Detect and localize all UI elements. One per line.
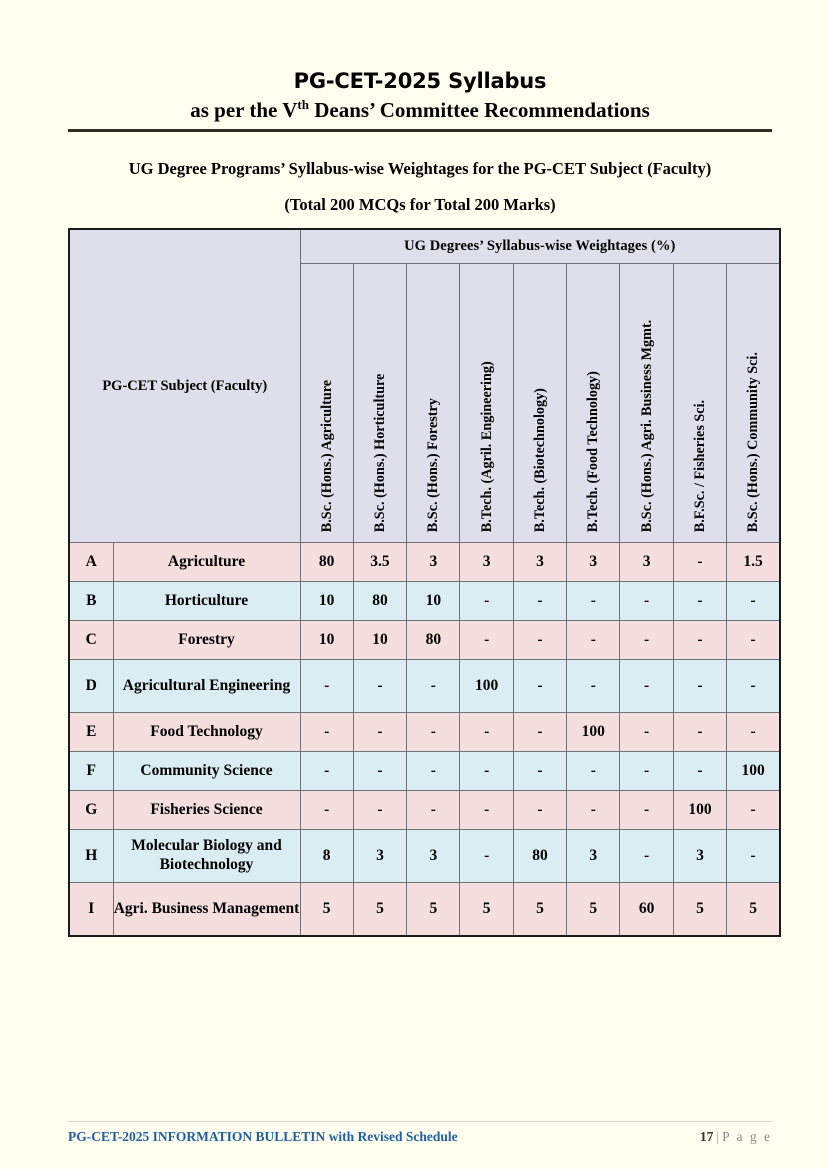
- subtitle-pre: as per the V: [190, 98, 298, 123]
- weightage-cell: -: [727, 621, 780, 660]
- row-letter: H: [69, 830, 113, 883]
- table-row: [69, 752, 780, 791]
- row-subject-name: Community Science: [113, 752, 300, 791]
- table-head-row-group: [69, 229, 780, 264]
- weightage-cell: -: [513, 791, 566, 830]
- weightage-cell: -: [353, 660, 406, 713]
- weightage-cell: -: [673, 543, 726, 582]
- weightage-cell: 3: [460, 543, 513, 582]
- footer-divider: [68, 1121, 772, 1122]
- weightage-cell: -: [727, 660, 780, 713]
- weightage-cell: 10: [300, 621, 353, 660]
- footer-bulletin-label: PG-CET-2025 INFORMATION BULLETIN with Revised Schedule: [68, 1129, 458, 1144]
- column-header-degree-4: [460, 264, 513, 543]
- weightage-cell: 3: [620, 543, 673, 582]
- weightage-cell: -: [300, 791, 353, 830]
- row-letter: A: [69, 543, 113, 582]
- footer-page-number: 17: [699, 1129, 714, 1144]
- column-header-degree-1: [300, 264, 353, 543]
- weightage-cell: 100: [460, 660, 513, 713]
- weightage-cell: -: [567, 621, 620, 660]
- weightage-cell: 10: [407, 582, 460, 621]
- weightage-cell: -: [620, 660, 673, 713]
- weightage-cell: -: [567, 791, 620, 830]
- column-group-header-weightages: UG Degrees’ Syllabus-wise Weightages (%): [300, 229, 780, 264]
- row-subject-name: Agri. Business Management: [113, 883, 300, 937]
- weightage-cell: 100: [673, 791, 726, 830]
- footer-page-word: P a g e: [722, 1129, 772, 1144]
- weightage-cell: -: [407, 791, 460, 830]
- weightage-cell: -: [460, 713, 513, 752]
- weightage-cell: 8: [300, 830, 353, 883]
- column-header-degree-1-label: B.Sc. (Hons.) Agriculture: [318, 379, 335, 532]
- weightage-cell: 3: [353, 830, 406, 883]
- table-row: [69, 830, 780, 883]
- weightage-cell: -: [513, 713, 566, 752]
- column-header-degree-8-label: B.F.Sc. / Fisheries Sci.: [691, 399, 708, 532]
- weightage-cell: -: [620, 752, 673, 791]
- weightage-cell: -: [513, 582, 566, 621]
- row-letter: C: [69, 621, 113, 660]
- weightage-cell: 5: [407, 883, 460, 937]
- weightage-cell: -: [513, 621, 566, 660]
- weightage-cell: -: [620, 621, 673, 660]
- row-subject-name: Fisheries Science: [113, 791, 300, 830]
- weightage-cell: -: [460, 752, 513, 791]
- weightage-cell: -: [300, 660, 353, 713]
- weightage-cell: -: [460, 830, 513, 883]
- weightage-cell: 5: [460, 883, 513, 937]
- weightage-cell: -: [620, 830, 673, 883]
- column-header-degree-5-label: B.Tech. (Biotechnology): [531, 387, 548, 532]
- title-divider: [68, 129, 772, 132]
- weightages-table: [68, 228, 781, 937]
- weightage-cell: 5: [353, 883, 406, 937]
- weightage-cell: 5: [513, 883, 566, 937]
- weightages-table-wrapper: [68, 228, 779, 937]
- column-header-degree-3: [407, 264, 460, 543]
- column-header-degree-9-label: B.Sc. (Hons.) Community Sci.: [744, 351, 761, 532]
- weightage-cell: -: [513, 752, 566, 791]
- column-header-degree-2: [353, 264, 406, 543]
- weightage-cell: -: [407, 752, 460, 791]
- weightage-cell: -: [353, 713, 406, 752]
- subtitle-ordinal-suffix: th: [297, 97, 309, 113]
- row-letter: G: [69, 791, 113, 830]
- row-subject-name: Agriculture: [113, 543, 300, 582]
- weightage-cell: -: [620, 791, 673, 830]
- weightage-cell: -: [673, 660, 726, 713]
- weightage-cell: -: [673, 713, 726, 752]
- weightage-cell: 10: [300, 582, 353, 621]
- weightage-cell: 1.5: [727, 543, 780, 582]
- row-subject-name: Molecular Biology and Biotechnology: [113, 830, 300, 883]
- row-letter: I: [69, 883, 113, 937]
- weightage-cell: 80: [513, 830, 566, 883]
- weightage-cell: 10: [353, 621, 406, 660]
- column-header-degree-8: [673, 264, 726, 543]
- weightage-cell: 3: [567, 830, 620, 883]
- table-body: [69, 543, 780, 937]
- column-header-degree-6: [567, 264, 620, 543]
- weightage-cell: -: [513, 660, 566, 713]
- table-head: [69, 229, 780, 543]
- weightage-cell: 5: [567, 883, 620, 937]
- table-caption: [68, 160, 772, 215]
- weightage-cell: 80: [353, 582, 406, 621]
- weightage-cell: -: [567, 660, 620, 713]
- row-letter: E: [69, 713, 113, 752]
- weightage-cell: -: [353, 791, 406, 830]
- page-footer: [68, 1129, 772, 1145]
- weightage-cell: 5: [300, 883, 353, 937]
- weightage-cell: 5: [673, 883, 726, 937]
- weightage-cell: 60: [620, 883, 673, 937]
- weightage-cell: -: [567, 582, 620, 621]
- weightage-cell: -: [407, 713, 460, 752]
- footer-separator: |: [716, 1129, 720, 1144]
- weightage-cell: 100: [567, 713, 620, 752]
- row-subject-name: Agricultural Engineering: [113, 660, 300, 713]
- weightage-cell: 3: [407, 543, 460, 582]
- table-row: [69, 582, 780, 621]
- column-header-degree-5: [513, 264, 566, 543]
- table-row: [69, 791, 780, 830]
- weightage-cell: 3: [567, 543, 620, 582]
- document-header: [68, 68, 772, 125]
- column-header-degree-2-label: B.Sc. (Hons.) Horticulture: [371, 373, 388, 532]
- weightage-cell: -: [727, 713, 780, 752]
- weightage-cell: -: [673, 582, 726, 621]
- weightage-cell: -: [300, 752, 353, 791]
- column-header-degree-6-label: B.Tech. (Food Technology): [585, 370, 602, 532]
- row-letter: F: [69, 752, 113, 791]
- row-subject-name: Food Technology: [113, 713, 300, 752]
- table-row: [69, 543, 780, 582]
- caption-line-2: (Total 200 MCQs for Total 200 Marks): [284, 194, 556, 214]
- table-row: [69, 621, 780, 660]
- weightage-cell: -: [300, 713, 353, 752]
- row-subject-name: Forestry: [113, 621, 300, 660]
- weightage-cell: -: [727, 791, 780, 830]
- column-header-degree-4-label: B.Tech. (Agril. Engineering): [478, 361, 495, 532]
- row-header-subject-faculty: PG-CET Subject (Faculty): [69, 229, 300, 543]
- weightage-cell: 3.5: [353, 543, 406, 582]
- weightage-cell: -: [620, 582, 673, 621]
- weightage-cell: -: [673, 752, 726, 791]
- weightage-cell: 3: [513, 543, 566, 582]
- column-header-degree-7-label: B.Sc. (Hons.) Agri. Business Mgmt.: [638, 319, 655, 532]
- row-subject-name: Horticulture: [113, 582, 300, 621]
- footer-page-indicator: [700, 1129, 772, 1145]
- weightage-cell: -: [407, 660, 460, 713]
- weightage-cell: -: [460, 621, 513, 660]
- weightage-cell: 100: [727, 752, 780, 791]
- weightage-cell: -: [460, 791, 513, 830]
- page-title: PG-CET-2025 Syllabus: [293, 69, 547, 93]
- weightage-cell: 5: [727, 883, 780, 937]
- weightage-cell: -: [727, 830, 780, 883]
- caption-line-1: UG Degree Programs’ Syllabus-wise Weightages for the PG-CET Subject (Faculty): [128, 159, 712, 178]
- weightage-cell: 80: [300, 543, 353, 582]
- weightage-cell: -: [460, 582, 513, 621]
- weightage-cell: -: [567, 752, 620, 791]
- weightage-cell: -: [673, 621, 726, 660]
- column-header-degree-3-label: B.Sc. (Hons.) Forestry: [425, 397, 442, 532]
- subtitle-post: Deans’ Committee Recommendations: [308, 98, 650, 123]
- table-row: [69, 660, 780, 713]
- weightage-cell: -: [353, 752, 406, 791]
- table-row: [69, 713, 780, 752]
- page-subtitle: [68, 96, 772, 124]
- weightage-cell: 80: [407, 621, 460, 660]
- table-row: [69, 883, 780, 937]
- column-header-degree-7: [620, 264, 673, 543]
- row-letter: D: [69, 660, 113, 713]
- weightage-cell: 3: [407, 830, 460, 883]
- weightage-cell: -: [727, 582, 780, 621]
- weightage-cell: 3: [673, 830, 726, 883]
- column-header-degree-9: [727, 264, 780, 543]
- weightage-cell: -: [620, 713, 673, 752]
- row-letter: B: [69, 582, 113, 621]
